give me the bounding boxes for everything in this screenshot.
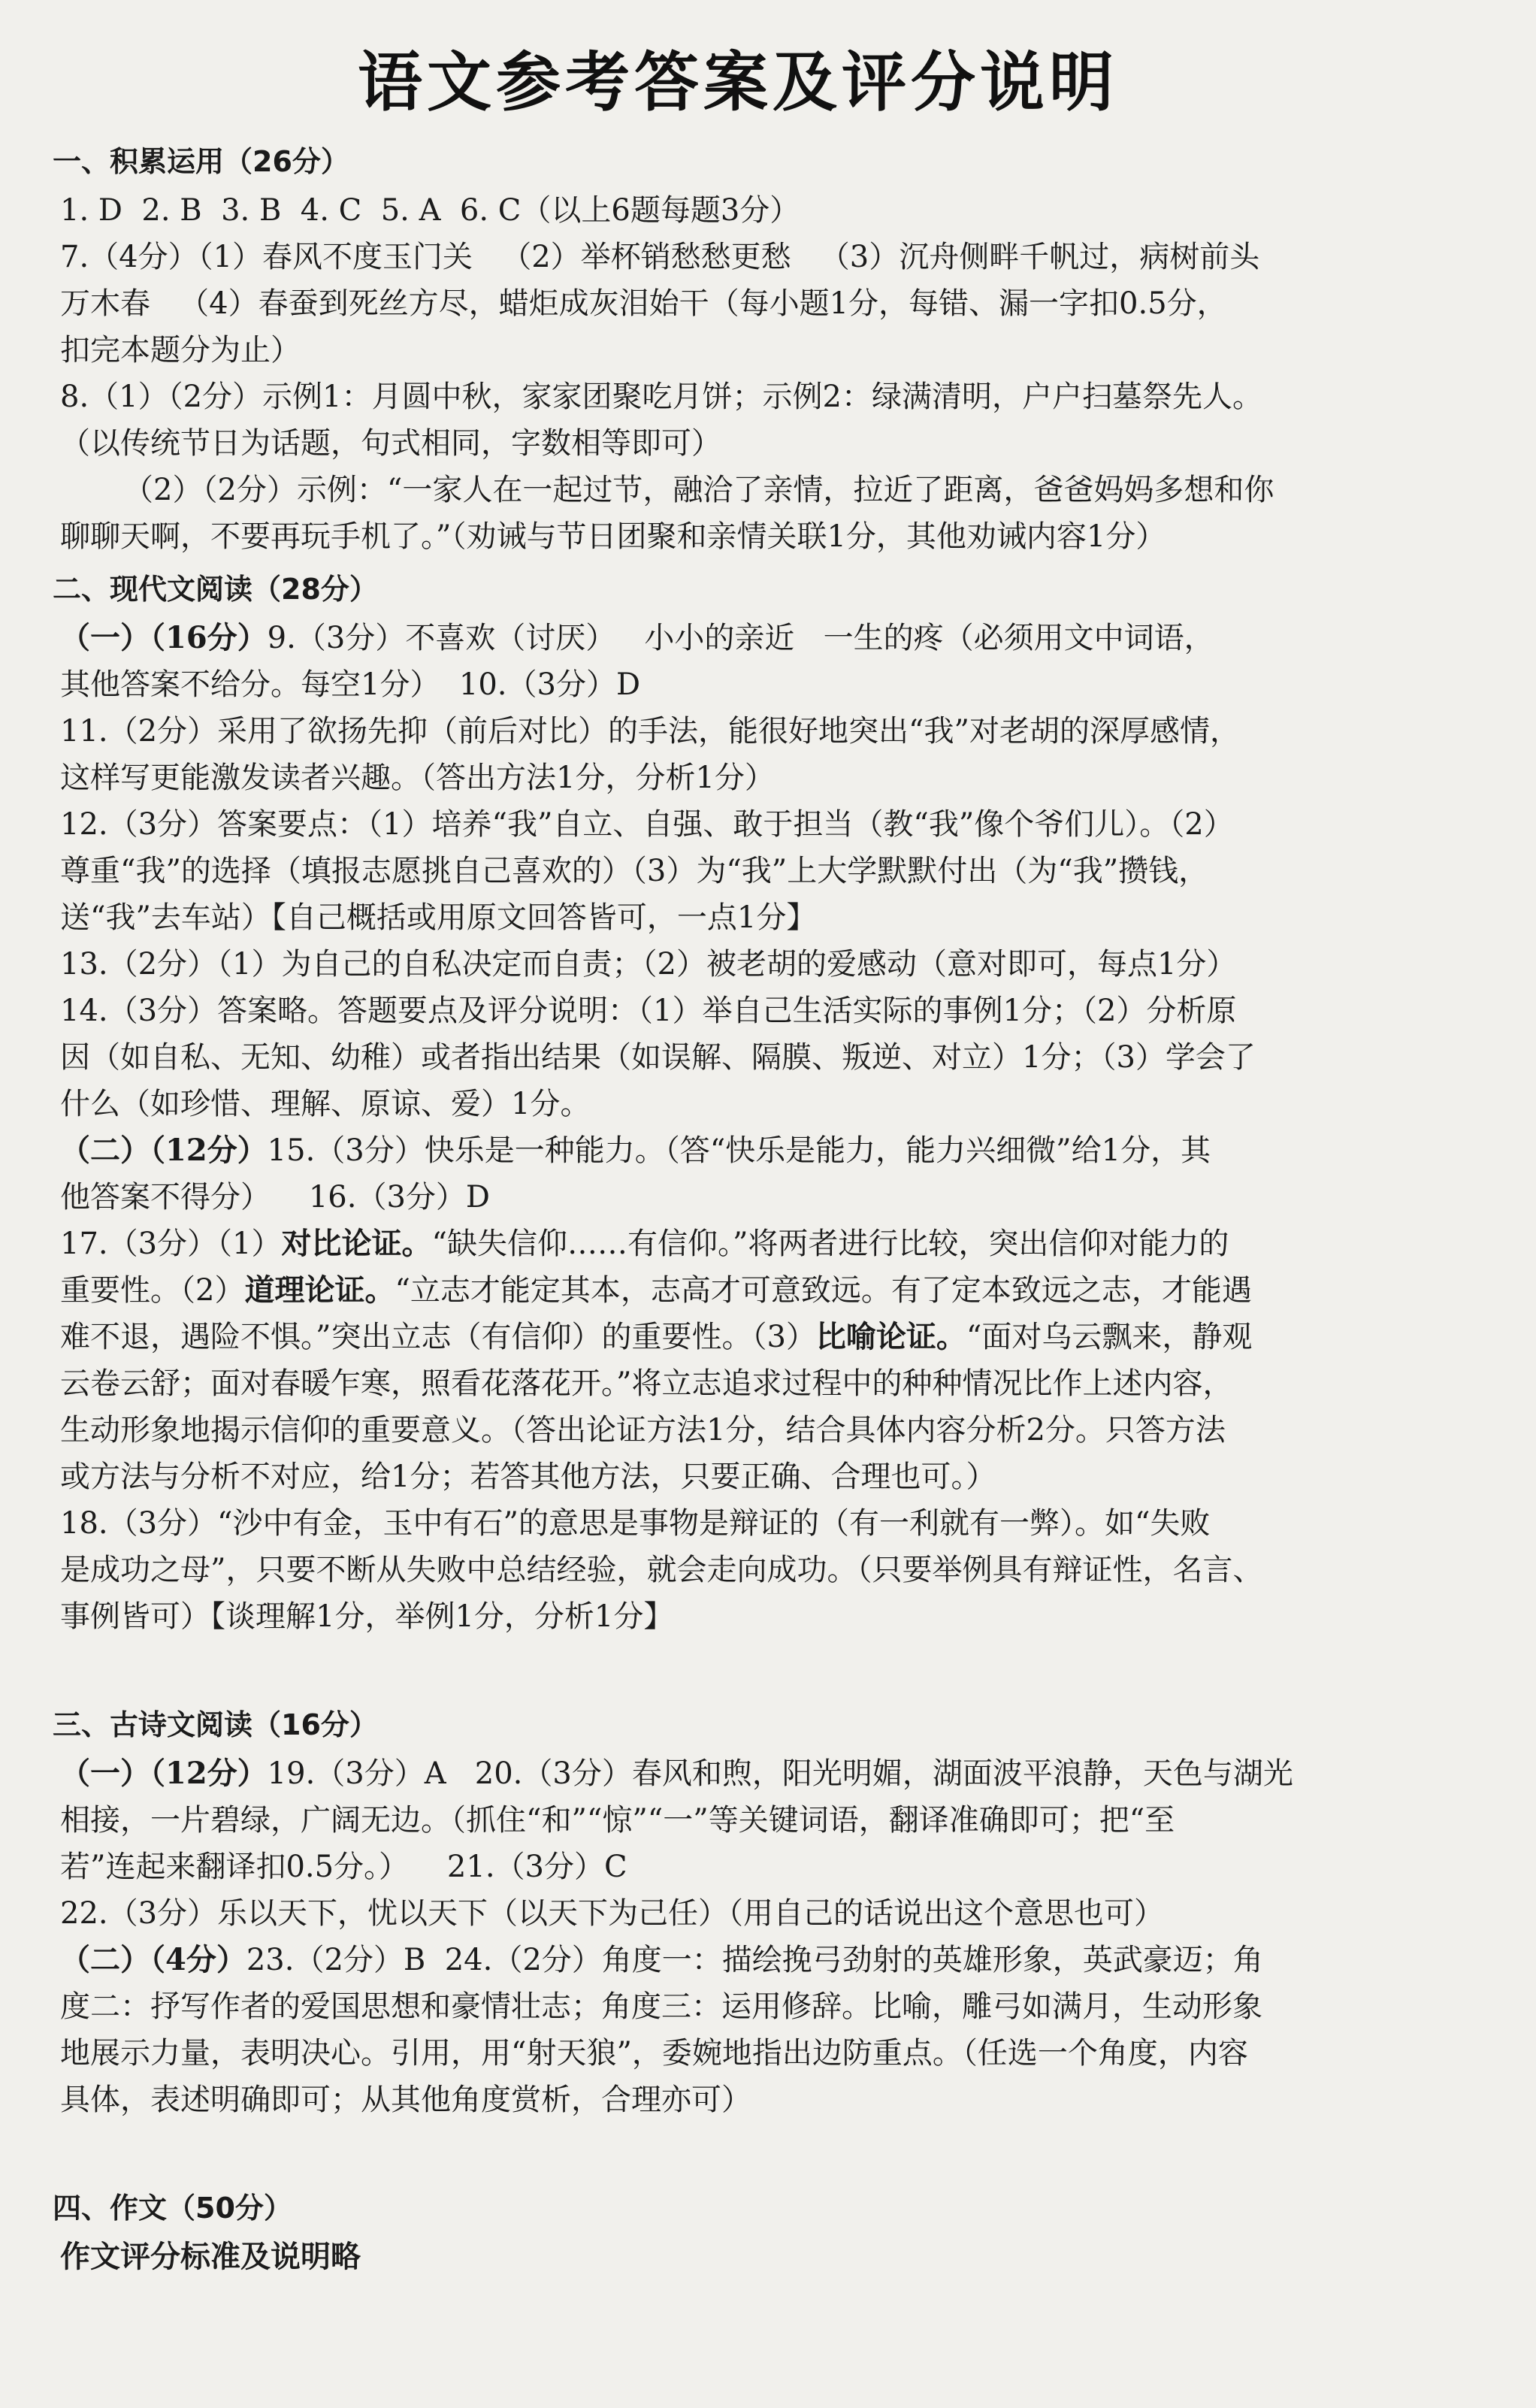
section-heading: 四、作文（50分） [53, 2192, 292, 2225]
answer-line [60, 1267, 1446, 1314]
answer-line: 7.（4分）（1）春风不度玉门关 （2）举杯销愁愁更愁 （3）沉舟侧畔千帆过，病树前头 [60, 240, 1260, 274]
answer-line: （2）（2分）示例：“一家人在一起过节，融洽了亲情，拉近了距离，爸爸妈妈多想和你 [123, 473, 1274, 507]
answer-text: “缺失信仰……有信仰。”将两者进行比较，突出信仰对能力的 [431, 1227, 1229, 1261]
answer-text: 重要性。（2） [60, 1273, 245, 1308]
answer-line: 聊聊天啊，不要再玩手机了。”（劝诫与节日团聚和亲情关联1分，其他劝诫内容1分） [60, 519, 1166, 554]
answer-line: 或方法与分析不对应，给1分；若答其他方法，只要正确、合理也可。） [60, 1460, 996, 1494]
answer-line: 1. D 2. B 3. B 4. C 5. A 6. C（以上6题每题3分） [60, 193, 800, 228]
answer-line: 地展示力量，表明决心。引用，用“射天狼”，委婉地指出边防重点。（任选一个角度，内容 [60, 2036, 1248, 2071]
answer-text: 19.（3分）A 20.（3分）春风和煦，阳光明媚，湖面波平浪静，天色与湖光 [267, 1756, 1293, 1791]
section-heading: 一、积累运用（26分） [53, 145, 349, 178]
answer-line: 相接，一片碧绿，广阔无边。（抓住“和”“惊”“一”等关键词语，翻译准确即可；把“至 [60, 1803, 1175, 1838]
subsection-label: （一）（12分） [60, 1756, 268, 1791]
answer-text: 17.（3分）（1） [60, 1227, 282, 1261]
spacer [30, 2123, 1446, 2179]
method-label: 对比论证。 [281, 1226, 432, 1261]
answer-line: 13.（2分）（1）为自己的自私决定而自责；（2）被老胡的爱感动（意对即可，每点1分） [60, 947, 1237, 982]
answer-line: 具体，表述明确即可；从其他角度赏析，合理亦可） [60, 2083, 751, 2117]
subsection-label: （二）（4分） [60, 1942, 246, 1977]
answer-text: 15.（3分）快乐是一种能力。（答“快乐是能力，能力兴细微”给1分，其 [267, 1133, 1211, 1168]
answer-text: 23.（2分）B 24.（2分）角度一：描绘挽弓劲射的英雄形象，英武豪迈；角 [246, 1943, 1263, 1977]
answer-line: 作文评分标准及说明略 [60, 2239, 361, 2274]
answer-line: 什么（如珍惜、理解、原谅、爱）1分。 [60, 1087, 591, 1121]
answer-line: 22.（3分）乐以天下，忧以天下（以天下为己任）（用自己的话说出这个意思也可） [60, 1896, 1165, 1931]
answer-line: 因（如自私、无知、幼稚）或者指出结果（如误解、隔膜、叛逆、对立）1分；（3）学会了 [60, 1040, 1256, 1075]
answer-line: 这样写更能激发读者兴趣。（答出方法1分，分析1分） [60, 761, 775, 795]
answer-line: 18.（3分）“沙中有金，玉中有石”的意思是事物是辩证的（有一利就有一弊）。如“失败 [60, 1506, 1211, 1541]
answer-line: 万木春 （4）春蚕到死丝方尽，蜡炬成灰泪始干（每小题1分，每错、漏一字扣0.5分， [60, 286, 1227, 321]
answer-line: 是成功之母”，只要不断从失败中总结经验，就会走向成功。（只要举例具有辩证性，名言、 [60, 1553, 1263, 1587]
answer-line: 扣完本题分为止） [60, 333, 301, 368]
answer-line: 度二：抒写作者的爱国思想和豪情壮志；角度三：运用修辞。比喻，雕弓如满月，生动形象 [60, 1989, 1262, 2024]
section-heading: 二、现代文阅读（28分） [53, 573, 378, 606]
answer-line: 尊重“我”的选择（填报志愿挑自己喜欢的）（3）为“我”上大学默默付出（为“我”攒钱， [60, 854, 1209, 888]
section-heading: 三、古诗文阅读（16分） [53, 1708, 378, 1741]
method-label: 比喻论证。 [815, 1319, 966, 1354]
section-modern-reading [30, 566, 1446, 1640]
answer-line: 他答案不得分） 16.（3分）D [60, 1180, 490, 1215]
section-composition [30, 2185, 1446, 2280]
answer-text: 9.（3分）不喜欢（讨厌） 小小的亲近 一生的疼（必须用文中词语， [267, 621, 1214, 655]
answer-line: 事例皆可）【谈理解1分，举例1分，分析1分】 [60, 1599, 674, 1634]
answer-line [60, 1127, 1446, 1174]
answer-line: 其他答案不给分。每空1分） 10.（3分）D [60, 667, 641, 702]
section-classical-reading [30, 1702, 1446, 2123]
answer-line: 8.（1）（2分）示例1：月圆中秋，家家团聚吃月饼；示例2：绿满清明，户户扫墓祭先人。 [60, 380, 1262, 414]
subsection-label: （二）（12分） [60, 1133, 268, 1168]
answer-text: “立志才能定其本，志高才可意致远。有了定本致远之志，才能遇 [395, 1273, 1252, 1308]
answer-line: 生动形象地揭示信仰的重要意义。（答出论证方法1分，结合具体内容分析2分。只答方法 [60, 1413, 1226, 1448]
answer-line: 14.（3分）答案略。答题要点及评分说明：（1）举自己生活实际的事例1分；（2）分析原 [60, 994, 1237, 1028]
answer-text: “面对乌云飘来，静观 [966, 1320, 1253, 1354]
answer-line [60, 615, 1446, 661]
answer-line: 送“我”去车站）【自己概括或用原文回答皆可，一点1分】 [60, 900, 817, 935]
page-title: 语文参考答案及评分说明 [358, 44, 1118, 120]
answer-line: 云卷云舒；面对春暖乍寒，照看花落花开。”将立志追求过程中的种种情况比作上述内容， [60, 1366, 1233, 1401]
answer-text: 难不退，遇险不惧。”突出立志（有信仰）的重要性。（3） [60, 1320, 816, 1354]
spacer [30, 1640, 1446, 1696]
method-label: 道理论证。 [244, 1272, 395, 1308]
section-accumulation [30, 138, 1446, 560]
answer-line: 11.（2分）采用了欲扬先抑（前后对比）的手法，能很好地突出“我”对老胡的深厚感情， [60, 714, 1240, 749]
subsection-label: （一）（16分） [60, 620, 268, 655]
answer-line: （以传统节日为话题，句式相同，字数相等即可） [60, 426, 721, 461]
answer-line: 12.（3分）答案要点：（1）培养“我”自立、自强、敢于担当（教“我”像个爷们儿）。（2） [60, 807, 1234, 842]
answer-line [60, 1937, 1446, 1983]
answer-line [60, 1314, 1446, 1360]
answer-line [60, 1750, 1446, 1797]
answer-line: 若”连起来翻译扣0.5分。） 21.（3分）C [60, 1850, 627, 1884]
answer-line [60, 1221, 1446, 1267]
